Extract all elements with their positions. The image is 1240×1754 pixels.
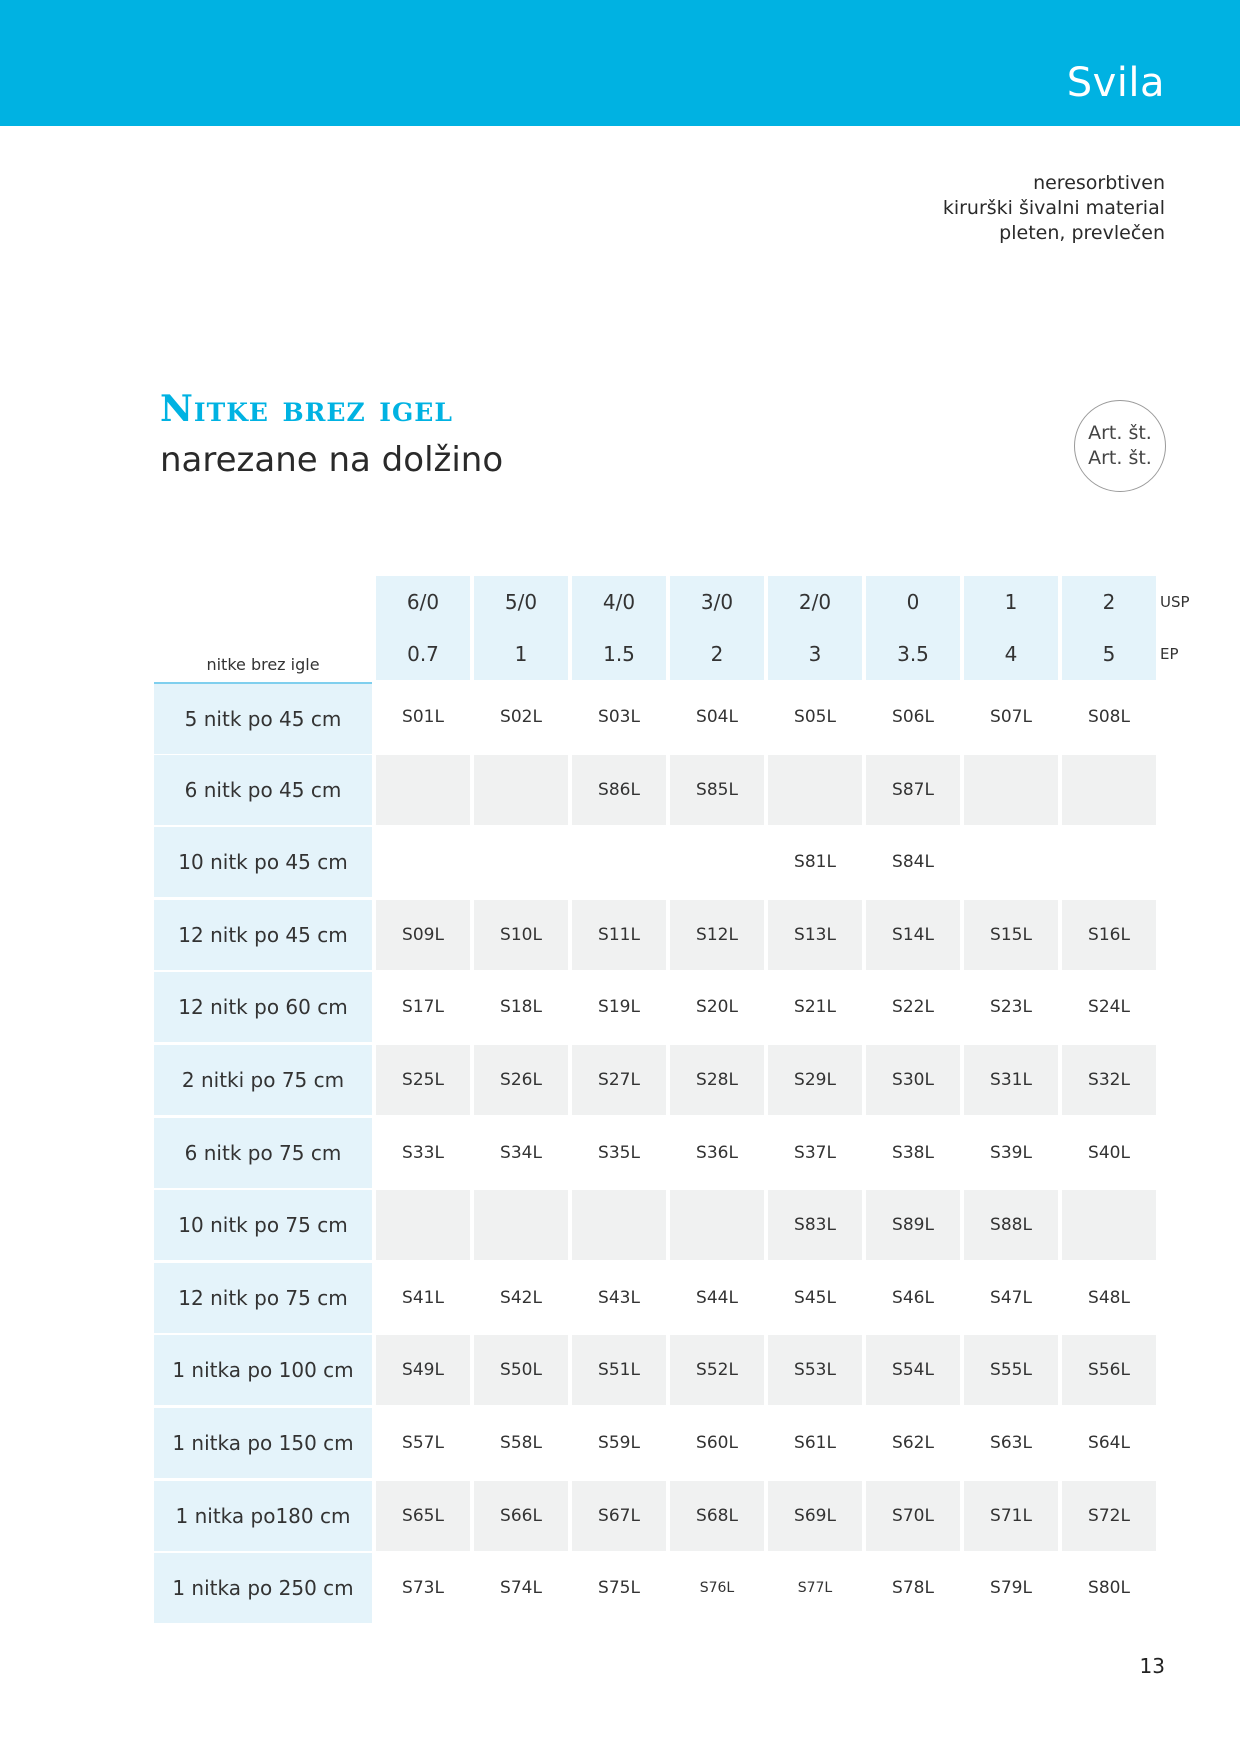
article-number-cell: S73L — [402, 1578, 444, 1598]
article-number-cell — [474, 1190, 568, 1260]
article-number-cell: S70L — [866, 1481, 960, 1551]
article-number-cell: S17L — [402, 997, 444, 1017]
article-number-cell: S08L — [1088, 707, 1130, 727]
article-number-cell: S09L — [376, 900, 470, 970]
article-number-cell: S67L — [572, 1481, 666, 1551]
article-number-cell: S34L — [500, 1143, 542, 1163]
article-number-cell: S65L — [376, 1481, 470, 1551]
usp-label: USP — [1160, 593, 1190, 611]
article-number-cell: S04L — [696, 707, 738, 727]
article-number-cell: S66L — [474, 1481, 568, 1551]
ep-size-value: 1 — [514, 642, 528, 666]
article-number-cell: S61L — [794, 1433, 836, 1453]
header-bar — [0, 0, 1240, 126]
article-number-cell: S33L — [402, 1143, 444, 1163]
article-number-cell — [1062, 1190, 1156, 1260]
row-label: 1 nitka po 250 cm — [154, 1553, 372, 1623]
article-number-cell: S39L — [990, 1143, 1032, 1163]
article-number-cell: S71L — [964, 1481, 1058, 1551]
article-number-cell: S83L — [768, 1190, 862, 1260]
article-number-cell: S03L — [598, 707, 640, 727]
article-number-cell: S48L — [1088, 1288, 1130, 1308]
usp-size-value: 2/0 — [798, 590, 832, 614]
row-label: 6 nitk po 45 cm — [154, 755, 372, 825]
article-number-cell: S75L — [598, 1578, 640, 1598]
row-label: 12 nitk po 75 cm — [154, 1263, 372, 1333]
article-number-cell: S31L — [964, 1045, 1058, 1115]
description-line: pleten, prevlečen — [999, 222, 1165, 244]
row-label: 10 nitk po 75 cm — [154, 1190, 372, 1260]
article-number-cell: S27L — [572, 1045, 666, 1115]
row-label: 6 nitk po 75 cm — [154, 1118, 372, 1188]
row-label: 12 nitk po 45 cm — [154, 900, 372, 970]
article-number-cell: S35L — [598, 1143, 640, 1163]
article-number-cell — [768, 755, 862, 825]
article-number-cell: S52L — [670, 1335, 764, 1405]
article-number-cell: S86L — [572, 755, 666, 825]
article-number-cell — [1062, 827, 1156, 897]
article-number-cell: S16L — [1062, 900, 1156, 970]
article-number-cell: S60L — [696, 1433, 738, 1453]
article-number-cell: S32L — [1062, 1045, 1156, 1115]
product-description — [665, 171, 1165, 246]
ep-size-value: 4 — [1004, 642, 1018, 666]
article-number-cell: S19L — [598, 997, 640, 1017]
article-number-cell: S85L — [670, 755, 764, 825]
article-number-cell — [964, 827, 1058, 897]
article-number-cell — [964, 755, 1058, 825]
article-number-cell — [376, 827, 470, 897]
row-label: 10 nitk po 45 cm — [154, 827, 372, 897]
usp-size-value: 0 — [906, 590, 920, 614]
article-number-cell: S76L — [699, 1580, 735, 1596]
article-number-cell: S45L — [794, 1288, 836, 1308]
article-number-cell: S46L — [892, 1288, 934, 1308]
article-number-cell: S25L — [376, 1045, 470, 1115]
page-number: 13 — [1139, 1654, 1165, 1678]
row-label: 2 nitki po 75 cm — [154, 1045, 372, 1115]
ep-size-value: 3 — [808, 642, 822, 666]
article-number-cell: S81L — [794, 852, 836, 872]
usp-size-value: 6/0 — [406, 590, 440, 614]
row-label: 12 nitk po 60 cm — [154, 972, 372, 1042]
section-subtitle: narezane na dolžino — [160, 440, 504, 480]
article-number-cell: S77L — [797, 1580, 833, 1596]
article-number-cell: S58L — [500, 1433, 542, 1453]
article-number-cell — [1062, 755, 1156, 825]
article-number-cell: S26L — [474, 1045, 568, 1115]
article-number-cell — [572, 827, 666, 897]
article-number-cell: S11L — [572, 900, 666, 970]
article-number-cell: S24L — [1088, 997, 1130, 1017]
article-number-cell: S13L — [768, 900, 862, 970]
row-label: 1 nitka po180 cm — [154, 1481, 372, 1551]
article-number-cell: S12L — [670, 900, 764, 970]
article-number-cell: S37L — [794, 1143, 836, 1163]
art-number-badge — [1074, 400, 1166, 492]
table-corner-label: nitke brez igle — [206, 655, 320, 674]
usp-size-value: 5/0 — [504, 590, 538, 614]
ep-size-value: 0.7 — [407, 642, 439, 666]
article-number-cell: S42L — [500, 1288, 542, 1308]
description-line: kirurški šivalni material — [942, 197, 1165, 219]
article-number-cell: S36L — [696, 1143, 738, 1163]
description-line: neresorbtiven — [1033, 172, 1165, 194]
art-badge-line: Art. št. — [1088, 422, 1152, 444]
article-number-cell: S78L — [892, 1578, 934, 1598]
article-number-cell: S06L — [892, 707, 934, 727]
row-label: 5 nitk po 45 cm — [154, 682, 372, 754]
article-number-cell: S49L — [376, 1335, 470, 1405]
article-number-cell: S72L — [1062, 1481, 1156, 1551]
art-badge-line: Art. št. — [1088, 447, 1152, 469]
article-number-cell: S23L — [990, 997, 1032, 1017]
article-number-cell: S40L — [1088, 1143, 1130, 1163]
article-number-cell: S30L — [866, 1045, 960, 1115]
article-number-cell: S89L — [866, 1190, 960, 1260]
article-number-cell: S62L — [892, 1433, 934, 1453]
article-number-cell: S28L — [670, 1045, 764, 1115]
article-number-cell: S68L — [670, 1481, 764, 1551]
article-number-cell: S57L — [402, 1433, 444, 1453]
article-number-cell: S64L — [1088, 1433, 1130, 1453]
article-number-cell: S22L — [892, 997, 934, 1017]
usp-size-value: 3/0 — [700, 590, 734, 614]
article-number-cell: S59L — [598, 1433, 640, 1453]
article-number-cell: S56L — [1062, 1335, 1156, 1405]
article-number-cell: S07L — [990, 707, 1032, 727]
article-number-cell: S87L — [866, 755, 960, 825]
article-number-cell: S05L — [794, 707, 836, 727]
article-number-cell — [376, 755, 470, 825]
article-number-cell: S63L — [990, 1433, 1032, 1453]
ep-size-value: 3.5 — [897, 642, 929, 666]
section-title: Nitke brez igel — [160, 388, 453, 430]
article-number-cell: S74L — [500, 1578, 542, 1598]
article-number-cell: S80L — [1088, 1578, 1130, 1598]
usp-size-value: 4/0 — [602, 590, 636, 614]
article-number-cell: S29L — [768, 1045, 862, 1115]
ep-size-value: 2 — [710, 642, 724, 666]
article-number-cell: S01L — [402, 707, 444, 727]
row-label: 1 nitka po 100 cm — [154, 1335, 372, 1405]
article-number-cell: S88L — [964, 1190, 1058, 1260]
article-number-cell: S14L — [866, 900, 960, 970]
article-number-cell — [474, 827, 568, 897]
article-number-cell — [670, 827, 764, 897]
article-number-cell — [474, 755, 568, 825]
article-number-cell: S20L — [696, 997, 738, 1017]
article-number-cell: S54L — [866, 1335, 960, 1405]
article-number-cell: S02L — [500, 707, 542, 727]
usp-size-value: 2 — [1102, 590, 1116, 614]
article-number-cell: S15L — [964, 900, 1058, 970]
page-title: Svila — [1066, 60, 1165, 106]
ep-size-value: 5 — [1102, 642, 1116, 666]
article-number-cell: S10L — [474, 900, 568, 970]
article-number-cell: S55L — [964, 1335, 1058, 1405]
article-number-cell: S69L — [768, 1481, 862, 1551]
article-number-cell: S47L — [990, 1288, 1032, 1308]
article-number-cell: S53L — [768, 1335, 862, 1405]
ep-size-value: 1.5 — [603, 642, 635, 666]
ep-label: EP — [1160, 645, 1179, 663]
article-number-cell: S84L — [892, 852, 934, 872]
article-number-cell: S51L — [572, 1335, 666, 1405]
article-number-cell — [376, 1190, 470, 1260]
article-number-cell: S38L — [892, 1143, 934, 1163]
article-number-cell: S41L — [402, 1288, 444, 1308]
article-number-cell — [670, 1190, 764, 1260]
article-number-cell: S44L — [696, 1288, 738, 1308]
article-number-cell: S43L — [598, 1288, 640, 1308]
row-label: 1 nitka po 150 cm — [154, 1408, 372, 1478]
usp-size-value: 1 — [1004, 590, 1018, 614]
article-number-cell — [572, 1190, 666, 1260]
article-number-cell: S21L — [794, 997, 836, 1017]
article-number-cell: S50L — [474, 1335, 568, 1405]
article-number-cell: S18L — [500, 997, 542, 1017]
article-number-cell: S79L — [990, 1578, 1032, 1598]
